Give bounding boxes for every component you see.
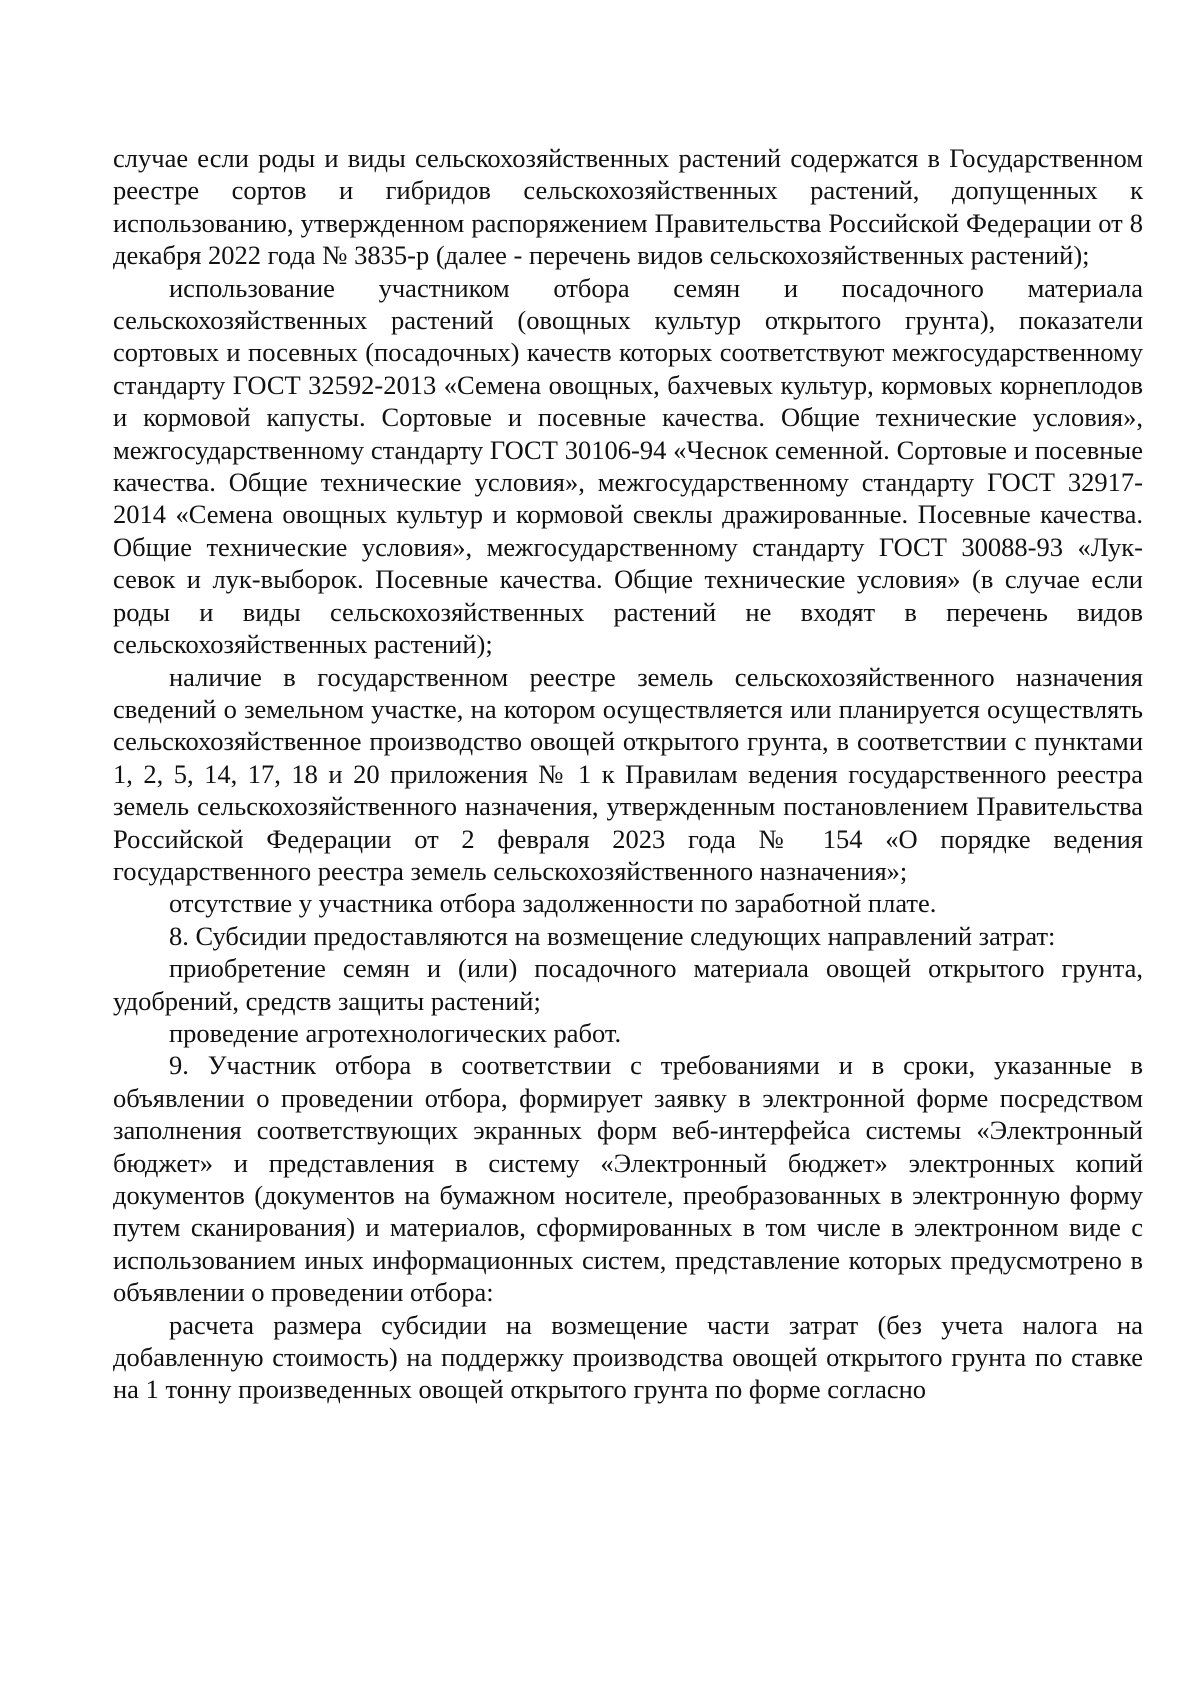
paragraph-land-registry: наличие в государственном реестре земель сельскохозяйственного назначения сведений о земельном участке, на котором осуществляется или планируется осуществлять сельскохозяйственное производство овощей открытого грунта, в соответствии с пунктами 1, 2, 5, 14, 17, 18 и 20 приложения № 1 к Правилам ведения государственного реестра земель сельскохозяйственного назначения, утвержденным постановлением Правительства Российской Федерации от 2 февраля 2023 года № 154 «О порядке ведения государственного реестра земель сельскохозяйственного назначения»; — [113, 661, 1143, 886]
document-body — [113, 142, 1143, 1406]
paragraph-no-wage-debt: отсутствие у участника отбора задолженности по заработной плате. — [169, 888, 937, 919]
paragraph-agro-works: проведение агротехнологических работ. — [169, 1017, 622, 1048]
paragraph-seed-requirements: использование участником отбора семян и посадочного материала сельскохозяйственных растений (овощных культур открытого грунта), показатели сортовых и посевных (посадочных) качеств которых соответствуют межгосударственному стандарту ГОСТ 32592-2013 «Семена овощных, бахчевых культур, кормовых корнеплодов и кормовой капусты. Сортовые и посевные качества. Общие технические условия», межгосударственному стандарту ГОСТ 30106-94 «Чеснок семенной. Сортовые и посевные качества. Общие технические условия», межгосударственному стандарту ГОСТ 32917-2014 «Семена овощных культур и кормовой свеклы дражированные. Посевные качества. Общие технические условия», межгосударственному стандарту ГОСТ 30088-93 «Лук-севок и лук-выборок. Посевные качества. Общие технические условия» (в случае если роды и виды сельскохозяйственных растений не входят в перечень видов сельскохозяйственных растений); — [113, 272, 1143, 660]
paragraph-item-9: 9. Участник отбора в соответствии с требованиями и в сроки, указанные в объявлении о проведении отбора, формирует заявку в электронной форме посредством заполнения соответствующих экранных форм веб-интерфейса системы «Электронный бюджет» и представления в систему «Электронный бюджет» электронных копий документов (документов на бумажном носителе, преобразованных в электронную форму путем сканирования) и материалов, сформированных в том числе в электронном виде с использованием иных информационных систем, представление которых предусмотрено в объявлении о проведении отбора: — [113, 1050, 1143, 1308]
paragraph-subsidy-calculation: расчета размера субсидии на возмещение части затрат (без учета налога на добавленную стоимость) на поддержку производства овощей открытого грунта по ставке на 1 тонну произведенных овощей открытого грунта по форме согласно — [113, 1309, 1143, 1405]
paragraph-continuation: случае если роды и виды сельскохозяйственных растений содержатся в Государственном реестре сортов и гибридов сельскохозяйственных растений, допущенных к использованию, утвержденном распоряжением Правительства Российской Федерации от 8 декабря 2022 года № 3835-р (далее - перечень видов сельскохозяйственных растений); — [113, 143, 1143, 271]
paragraph-item-8: 8. Субсидии предоставляются на возмещение следующих направлений затрат: — [169, 920, 1056, 951]
paragraph-purchase-seeds: приобретение семян и (или) посадочного материала овощей открытого грунта, удобрений, средств защиты растений; — [113, 953, 1143, 1016]
